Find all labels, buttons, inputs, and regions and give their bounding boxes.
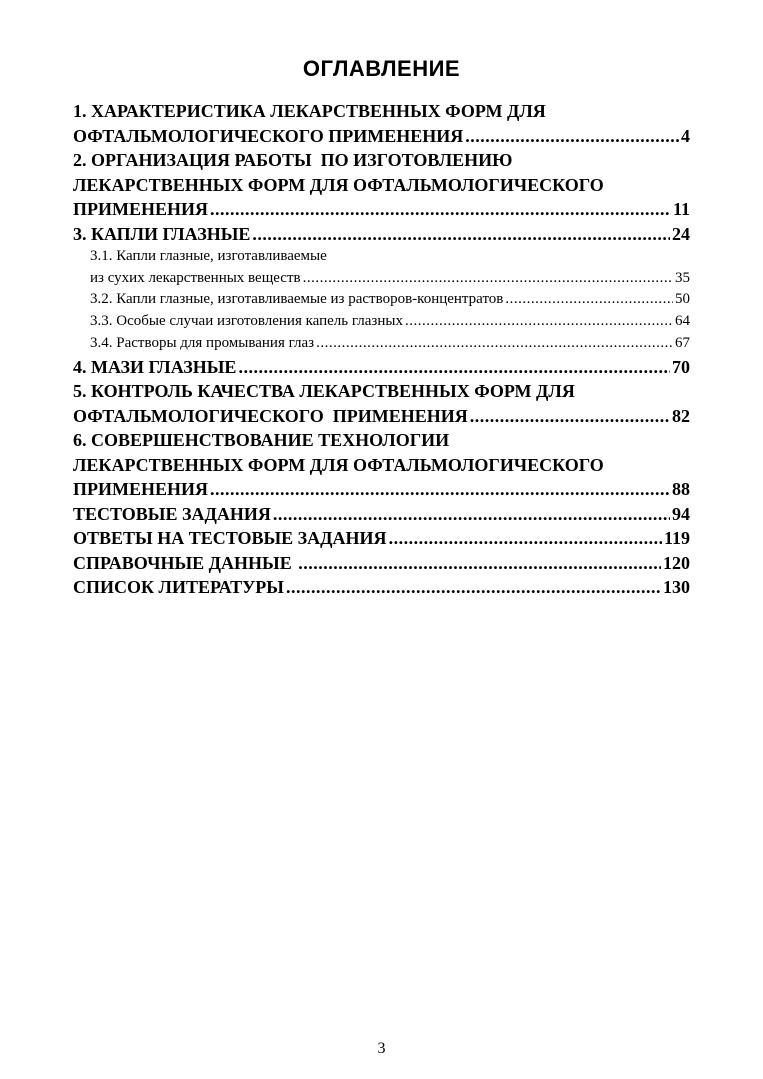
toc-entry-title: СПРАВОЧНЫЕ ДАННЫЕ xyxy=(73,552,297,573)
toc-page-number: 67 xyxy=(675,334,690,351)
toc-subentry-3-1[interactable] xyxy=(73,246,690,289)
toc-entry-line: 1. ХАРАКТЕРИСТИКА ЛЕКАРСТВЕННЫХ ФОРМ ДЛЯ xyxy=(73,101,546,121)
toc-entry-title: ТЕСТОВЫЕ ЗАДАНИЯ xyxy=(73,503,271,524)
toc-entry-line: 5. КОНТРОЛЬ КАЧЕСТВА ЛЕКАРСТВЕННЫХ ФОРМ ДЛЯ xyxy=(73,381,575,402)
toc-page-number: 11 xyxy=(672,199,690,219)
toc-page-number: 35 xyxy=(675,269,690,286)
toc-entry-line: 3.1. Капли глазные, изготавливаемые xyxy=(90,248,327,264)
toc-entry-title: из сухих лекарственных веществ xyxy=(90,269,301,286)
toc-entry-line: ЛЕКАРСТВЕННЫХ ФОРМ ДЛЯ ОФТАЛЬМОЛОГИЧЕСКОГО xyxy=(73,174,604,195)
dot-leader xyxy=(465,124,679,149)
toc-entry-6[interactable] xyxy=(73,428,690,502)
toc-entry-literature[interactable] xyxy=(73,575,690,600)
toc-entry-title: 3. КАПЛИ ГЛАЗНЫЕ xyxy=(73,223,251,244)
toc-page-number: 24 xyxy=(672,223,690,244)
toc-entry-title: ОФТАЛЬМОЛОГИЧЕСКОГО ПРИМЕНЕНИЯ xyxy=(73,125,464,146)
table-of-contents xyxy=(73,99,690,600)
dot-leader xyxy=(298,551,661,576)
toc-page-number: 120 xyxy=(663,552,690,573)
dot-leader xyxy=(286,575,661,600)
toc-entry-2[interactable] xyxy=(73,148,690,222)
page-number: 3 xyxy=(377,1040,386,1057)
dot-leader xyxy=(470,404,670,429)
toc-page-number: 4 xyxy=(681,125,690,146)
toc-page-number: 70 xyxy=(672,356,690,377)
toc-subentry-3-4[interactable] xyxy=(73,333,690,355)
toc-entry-title: СПИСОК ЛИТЕРАТУРЫ xyxy=(73,577,284,598)
toc-page-number: 94 xyxy=(672,503,690,524)
toc-page-number: 130 xyxy=(663,577,690,598)
toc-page-number: 82 xyxy=(672,405,690,426)
toc-entry-title: 4. МАЗИ ГЛАЗНЫЕ xyxy=(73,356,237,377)
dot-leader xyxy=(389,526,662,551)
toc-entry-reference-data[interactable] xyxy=(73,551,690,576)
page-title: ОГЛАВЛЕНИЕ xyxy=(302,56,461,81)
toc-entry-1[interactable] xyxy=(73,99,690,148)
toc-subentry-3-2[interactable] xyxy=(73,289,690,311)
dot-leader xyxy=(238,355,670,380)
toc-entry-tests[interactable] xyxy=(73,502,690,527)
dot-leader xyxy=(273,502,670,527)
toc-page-number: 64 xyxy=(675,313,690,330)
dot-leader xyxy=(505,289,673,311)
toc-entry-5[interactable] xyxy=(73,379,690,428)
toc-entry-4[interactable] xyxy=(73,355,690,380)
toc-entry-3[interactable] xyxy=(73,222,690,247)
toc-page-number: 119 xyxy=(663,528,690,549)
dot-leader xyxy=(210,197,671,222)
toc-subentry-3-3[interactable] xyxy=(73,311,690,333)
toc-entry-title: 3.2. Капли глазные, изготавливаемые из растворов-концентратов xyxy=(90,291,504,308)
toc-entry-line: 2. ОРГАНИЗАЦИЯ РАБОТЫ ПО ИЗГОТОВЛЕНИЮ xyxy=(73,150,513,170)
dot-leader xyxy=(252,222,670,247)
dot-leader xyxy=(303,268,673,290)
dot-leader xyxy=(316,333,673,355)
toc-entry-title: 3.3. Особые случаи изготовления капель глазных xyxy=(90,313,403,330)
toc-entry-line: ЛЕКАРСТВЕННЫХ ФОРМ ДЛЯ ОФТАЛЬМОЛОГИЧЕСКОГО xyxy=(73,454,604,475)
toc-entry-title: 3.4. Растворы для промывания глаз xyxy=(90,334,315,351)
dot-leader xyxy=(210,477,670,502)
toc-entry-line: 6. СОВЕРШЕНСТВОВАНИЕ ТЕХНОЛОГИИ xyxy=(73,430,450,451)
toc-entry-answers[interactable] xyxy=(73,526,690,551)
toc-entry-title: ПРИМЕНЕНИЯ xyxy=(73,479,208,500)
toc-page-number: 50 xyxy=(675,291,690,308)
toc-page-number: 88 xyxy=(672,479,690,500)
toc-entry-title: ПРИМЕНЕНИЯ xyxy=(73,199,208,219)
toc-entry-title: ОФТАЛЬМОЛОГИЧЕСКОГО ПРИМЕНЕНИЯ xyxy=(73,405,468,426)
dot-leader xyxy=(405,311,673,333)
toc-entry-title: ОТВЕТЫ НА ТЕСТОВЫЕ ЗАДАНИЯ xyxy=(73,528,387,549)
